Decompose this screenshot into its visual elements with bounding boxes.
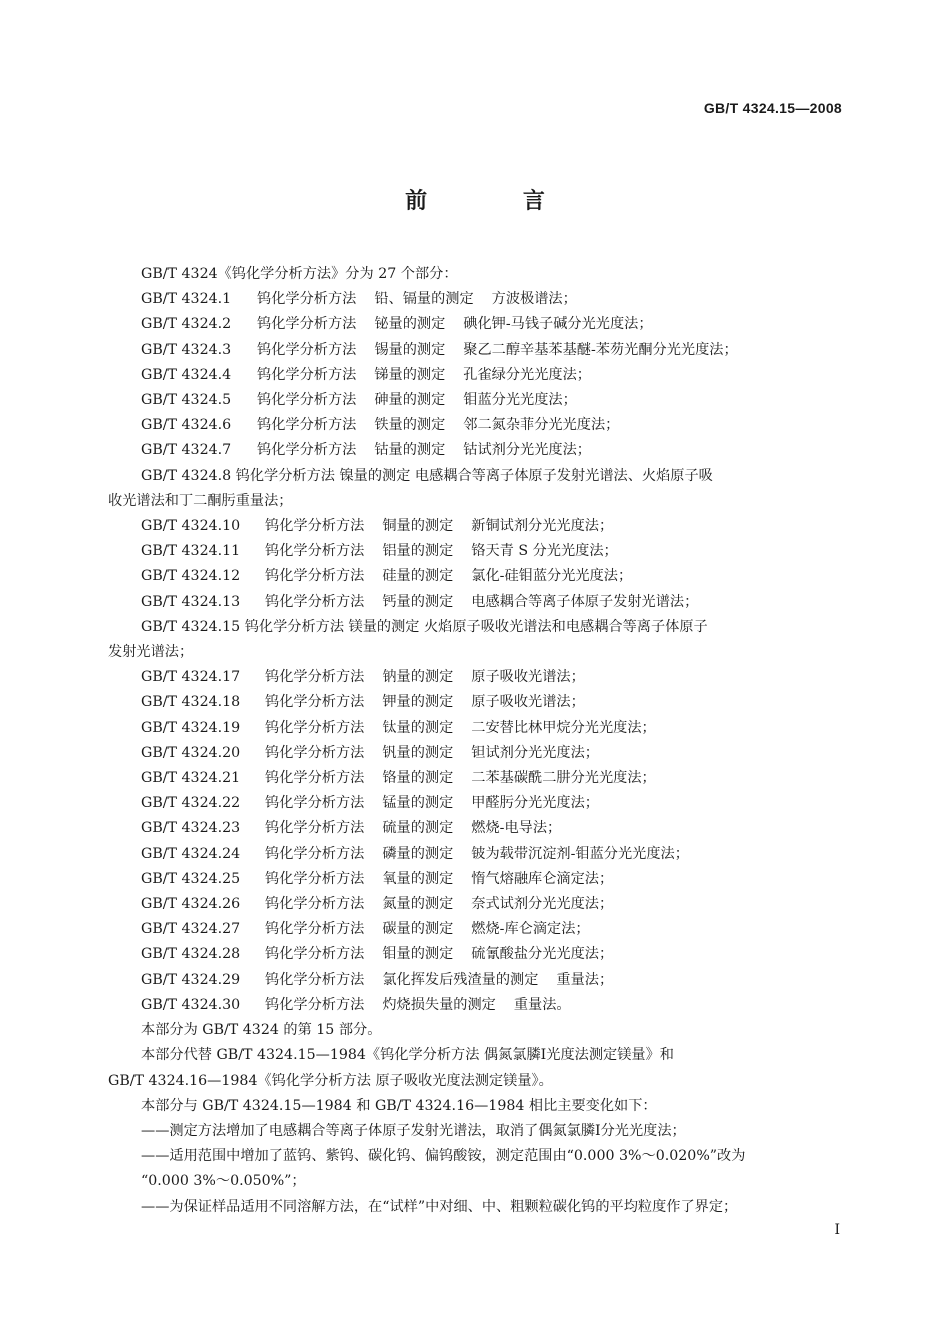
part-element: 氮量的测定 [382,896,454,913]
para-replace-line1: 本部分代替 GB/T 4324.15—1984《钨化学分析方法 偶氮氯膦Ⅰ光度法测定镁量》和 [141,1047,674,1064]
part-series: 钨化学分析方法 [265,845,365,862]
part-entry [108,917,844,942]
part-element: 磷量的测定 [382,845,454,862]
part-method: 邻二氮杂菲分光光度法； [463,417,620,434]
part-entry [108,590,844,615]
part-code: GB/T 4324.13 [141,593,241,610]
part-series: 钨化学分析方法 [265,971,365,988]
part-entry [108,816,844,841]
part-series: 钨化学分析方法 [257,291,357,308]
part-method: 铬天青 S 分光光度法； [471,543,618,560]
para-replace-line2: GB/T 4324.16—1984《钨化学分析方法 原子吸收光度法测定镁量》。 [108,1072,553,1089]
part-entry [108,539,844,564]
part-element: 铝量的测定 [382,543,454,560]
part-element: 钾量的测定 [382,694,454,711]
part-code: GB/T 4324.27 [141,921,241,938]
parts-list-short [108,287,844,463]
part-series: 钨化学分析方法 [265,669,365,686]
part-entry [108,438,844,463]
part-element: 铅、镉量的测定 [374,291,474,308]
part-entry [108,791,844,816]
part-series: 钨化学分析方法 [265,946,365,963]
part-series: 钨化学分析方法 [257,392,357,409]
part-entry [108,741,844,766]
change-item-3: ——为保证样品适用不同溶解方法，在“试样”中对细、中、粗颗粒碳化钨的平均粒度作了界定； [141,1198,738,1215]
part-method: 二苯基碳酰二肼分光光度法； [471,770,656,787]
part-method: 重量法。 [513,996,571,1013]
part-series: 钨化学分析方法 [265,795,365,812]
part-method: 碘化钾-马钱子碱分光光度法； [463,316,653,333]
part-code: GB/T 4324.28 [141,946,241,963]
part-element: 砷量的测定 [374,392,446,409]
part-element: 碳量的测定 [382,921,454,938]
part-code: GB/T 4324.1 [141,291,232,308]
part-series: 钨化学分析方法 [265,921,365,938]
part-entry [108,665,844,690]
part-8-line1: GB/T 4324.8 钨化学分析方法 镍量的测定 电感耦合等离子体原子发射光谱法、火焰原子吸 [141,467,713,484]
part-series: 钨化学分析方法 [257,366,357,383]
page-title: 前 言 [405,189,589,214]
para-part-number: 本部分为 GB/T 4324 的第 15 部分。 [141,1022,382,1039]
part-code: GB/T 4324.4 [141,366,232,383]
change-item-2-line2: “0.000 3%～0.050%”； [141,1173,306,1190]
change-item-1: ——测定方法增加了电感耦合等离子体原子发射光谱法，取消了偶氮氯膦Ⅰ分光光度法； [141,1122,686,1139]
part-series: 钨化学分析方法 [265,719,365,736]
part-series: 钨化学分析方法 [265,820,365,837]
part-element: 锑量的测定 [374,366,446,383]
parts-list-mid [108,514,844,615]
part-method: 钴试剂分光光度法； [463,442,591,459]
part-method: 重量法； [556,971,614,988]
part-code: GB/T 4324.19 [141,719,241,736]
part-element: 钼量的测定 [382,946,454,963]
part-element: 硫量的测定 [382,820,454,837]
part-method: 氯化-硅钼蓝分光光度法； [471,568,633,585]
part-method: 钼蓝分光光度法； [463,392,577,409]
part-series: 钨化学分析方法 [265,896,365,913]
part-entry [108,867,844,892]
part-element: 锰量的测定 [382,795,454,812]
part-method: 硫氰酸盐分光光度法； [471,946,614,963]
part-method: 燃烧-电导法； [471,820,562,837]
part-element: 灼烧损失量的测定 [382,996,496,1013]
part-code: GB/T 4324.11 [141,543,241,560]
part-element: 锡量的测定 [374,341,446,358]
part-element: 氧量的测定 [382,870,454,887]
part-code: GB/T 4324.22 [141,795,241,812]
part-entry [108,363,844,388]
part-code: GB/T 4324.25 [141,870,241,887]
part-entry [108,690,844,715]
part-series: 钨化学分析方法 [257,417,357,434]
part-entry [108,993,844,1018]
part-code: GB/T 4324.12 [141,568,241,585]
part-series: 钨化学分析方法 [257,316,357,333]
part-element: 钙量的测定 [382,593,454,610]
standard-code-header: GB/T 4324.15—2008 [703,100,842,116]
part-method: 电感耦合等离子体原子发射光谱法； [471,593,699,610]
document-body [108,262,844,1220]
part-series: 钨化学分析方法 [257,442,357,459]
part-code: GB/T 4324.30 [141,996,241,1013]
part-series: 钨化学分析方法 [265,518,365,535]
part-series: 钨化学分析方法 [265,996,365,1013]
part-entry [108,968,844,993]
part-entry [108,842,844,867]
part-element: 硅量的测定 [382,568,454,585]
part-series: 钨化学分析方法 [265,543,365,560]
part-method: 二安替比林甲烷分光光度法； [471,719,656,736]
para-changes: 本部分与 GB/T 4324.15—1984 和 GB/T 4324.16—1984 相比主要变化如下： [141,1097,657,1114]
part-method: 铍为载带沉淀剂-钼蓝分光光度法； [471,845,689,862]
part-code: GB/T 4324.10 [141,518,241,535]
part-series: 钨化学分析方法 [265,593,365,610]
part-method: 孔雀绿分光光度法； [463,366,591,383]
part-15-line2: 发射光谱法； [108,644,194,661]
part-method: 原子吸收光谱法； [471,669,585,686]
part-element: 钠量的测定 [382,669,454,686]
part-15-line1: GB/T 4324.15 钨化学分析方法 镁量的测定 火焰原子吸收光谱法和电感耦合等离子体原子 [141,618,708,635]
part-method: 原子吸收光谱法； [471,694,585,711]
part-element: 钒量的测定 [382,744,454,761]
part-method: 甲醛肟分光光度法； [471,795,599,812]
part-code: GB/T 4324.7 [141,442,232,459]
change-item-2-line1: ——适用范围中增加了蓝钨、紫钨、碳化钨、偏钨酸铵，测定范围由“0.000 3%～0.020%”改为 [141,1148,746,1165]
part-element: 钴量的测定 [374,442,446,459]
part-code: GB/T 4324.29 [141,971,241,988]
part-method: 钽试剂分光光度法； [471,744,599,761]
part-entry [108,338,844,363]
part-element: 铁量的测定 [374,417,446,434]
part-entry [108,766,844,791]
part-method: 惰气熔融库仑滴定法； [471,870,614,887]
part-entry [108,716,844,741]
part-entry [108,388,844,413]
part-entry [108,564,844,589]
part-code: GB/T 4324.3 [141,341,232,358]
part-element: 钛量的测定 [382,719,454,736]
parts-list-long [108,665,844,1018]
part-element: 铋量的测定 [374,316,446,333]
part-entry [108,312,844,337]
part-method: 聚乙二醇辛基苯基醚-苯芴光酮分光光度法； [463,341,738,358]
part-entry [108,892,844,917]
part-code: GB/T 4324.18 [141,694,241,711]
part-method: 方波极谱法； [491,291,577,308]
part-8-line2: 收光谱法和丁二酮肟重量法； [108,492,293,509]
part-code: GB/T 4324.2 [141,316,232,333]
part-code: GB/T 4324.5 [141,392,232,409]
part-code: GB/T 4324.23 [141,820,241,837]
part-code: GB/T 4324.26 [141,896,241,913]
intro-line: GB/T 4324《钨化学分析方法》分为 27 个部分： [141,266,458,282]
part-entry [108,514,844,539]
part-series: 钨化学分析方法 [265,870,365,887]
part-method: 奈式试剂分光光度法； [471,896,614,913]
part-series: 钨化学分析方法 [265,744,365,761]
part-element: 铬量的测定 [382,770,454,787]
part-code: GB/T 4324.21 [141,770,241,787]
part-entry [108,287,844,312]
part-element: 铜量的测定 [382,518,454,535]
part-series: 钨化学分析方法 [265,694,365,711]
part-method: 燃烧-库仑滴定法； [471,921,590,938]
page-number: I [834,1222,840,1238]
part-code: GB/T 4324.6 [141,417,232,434]
part-code: GB/T 4324.17 [141,669,241,686]
part-series: 钨化学分析方法 [265,568,365,585]
part-code: GB/T 4324.20 [141,744,241,761]
part-code: GB/T 4324.24 [141,845,241,862]
part-element: 氯化挥发后残渣量的测定 [382,971,539,988]
part-series: 钨化学分析方法 [265,770,365,787]
part-method: 新铜试剂分光光度法； [471,518,614,535]
part-entry [108,413,844,438]
part-entry [108,942,844,967]
part-series: 钨化学分析方法 [257,341,357,358]
